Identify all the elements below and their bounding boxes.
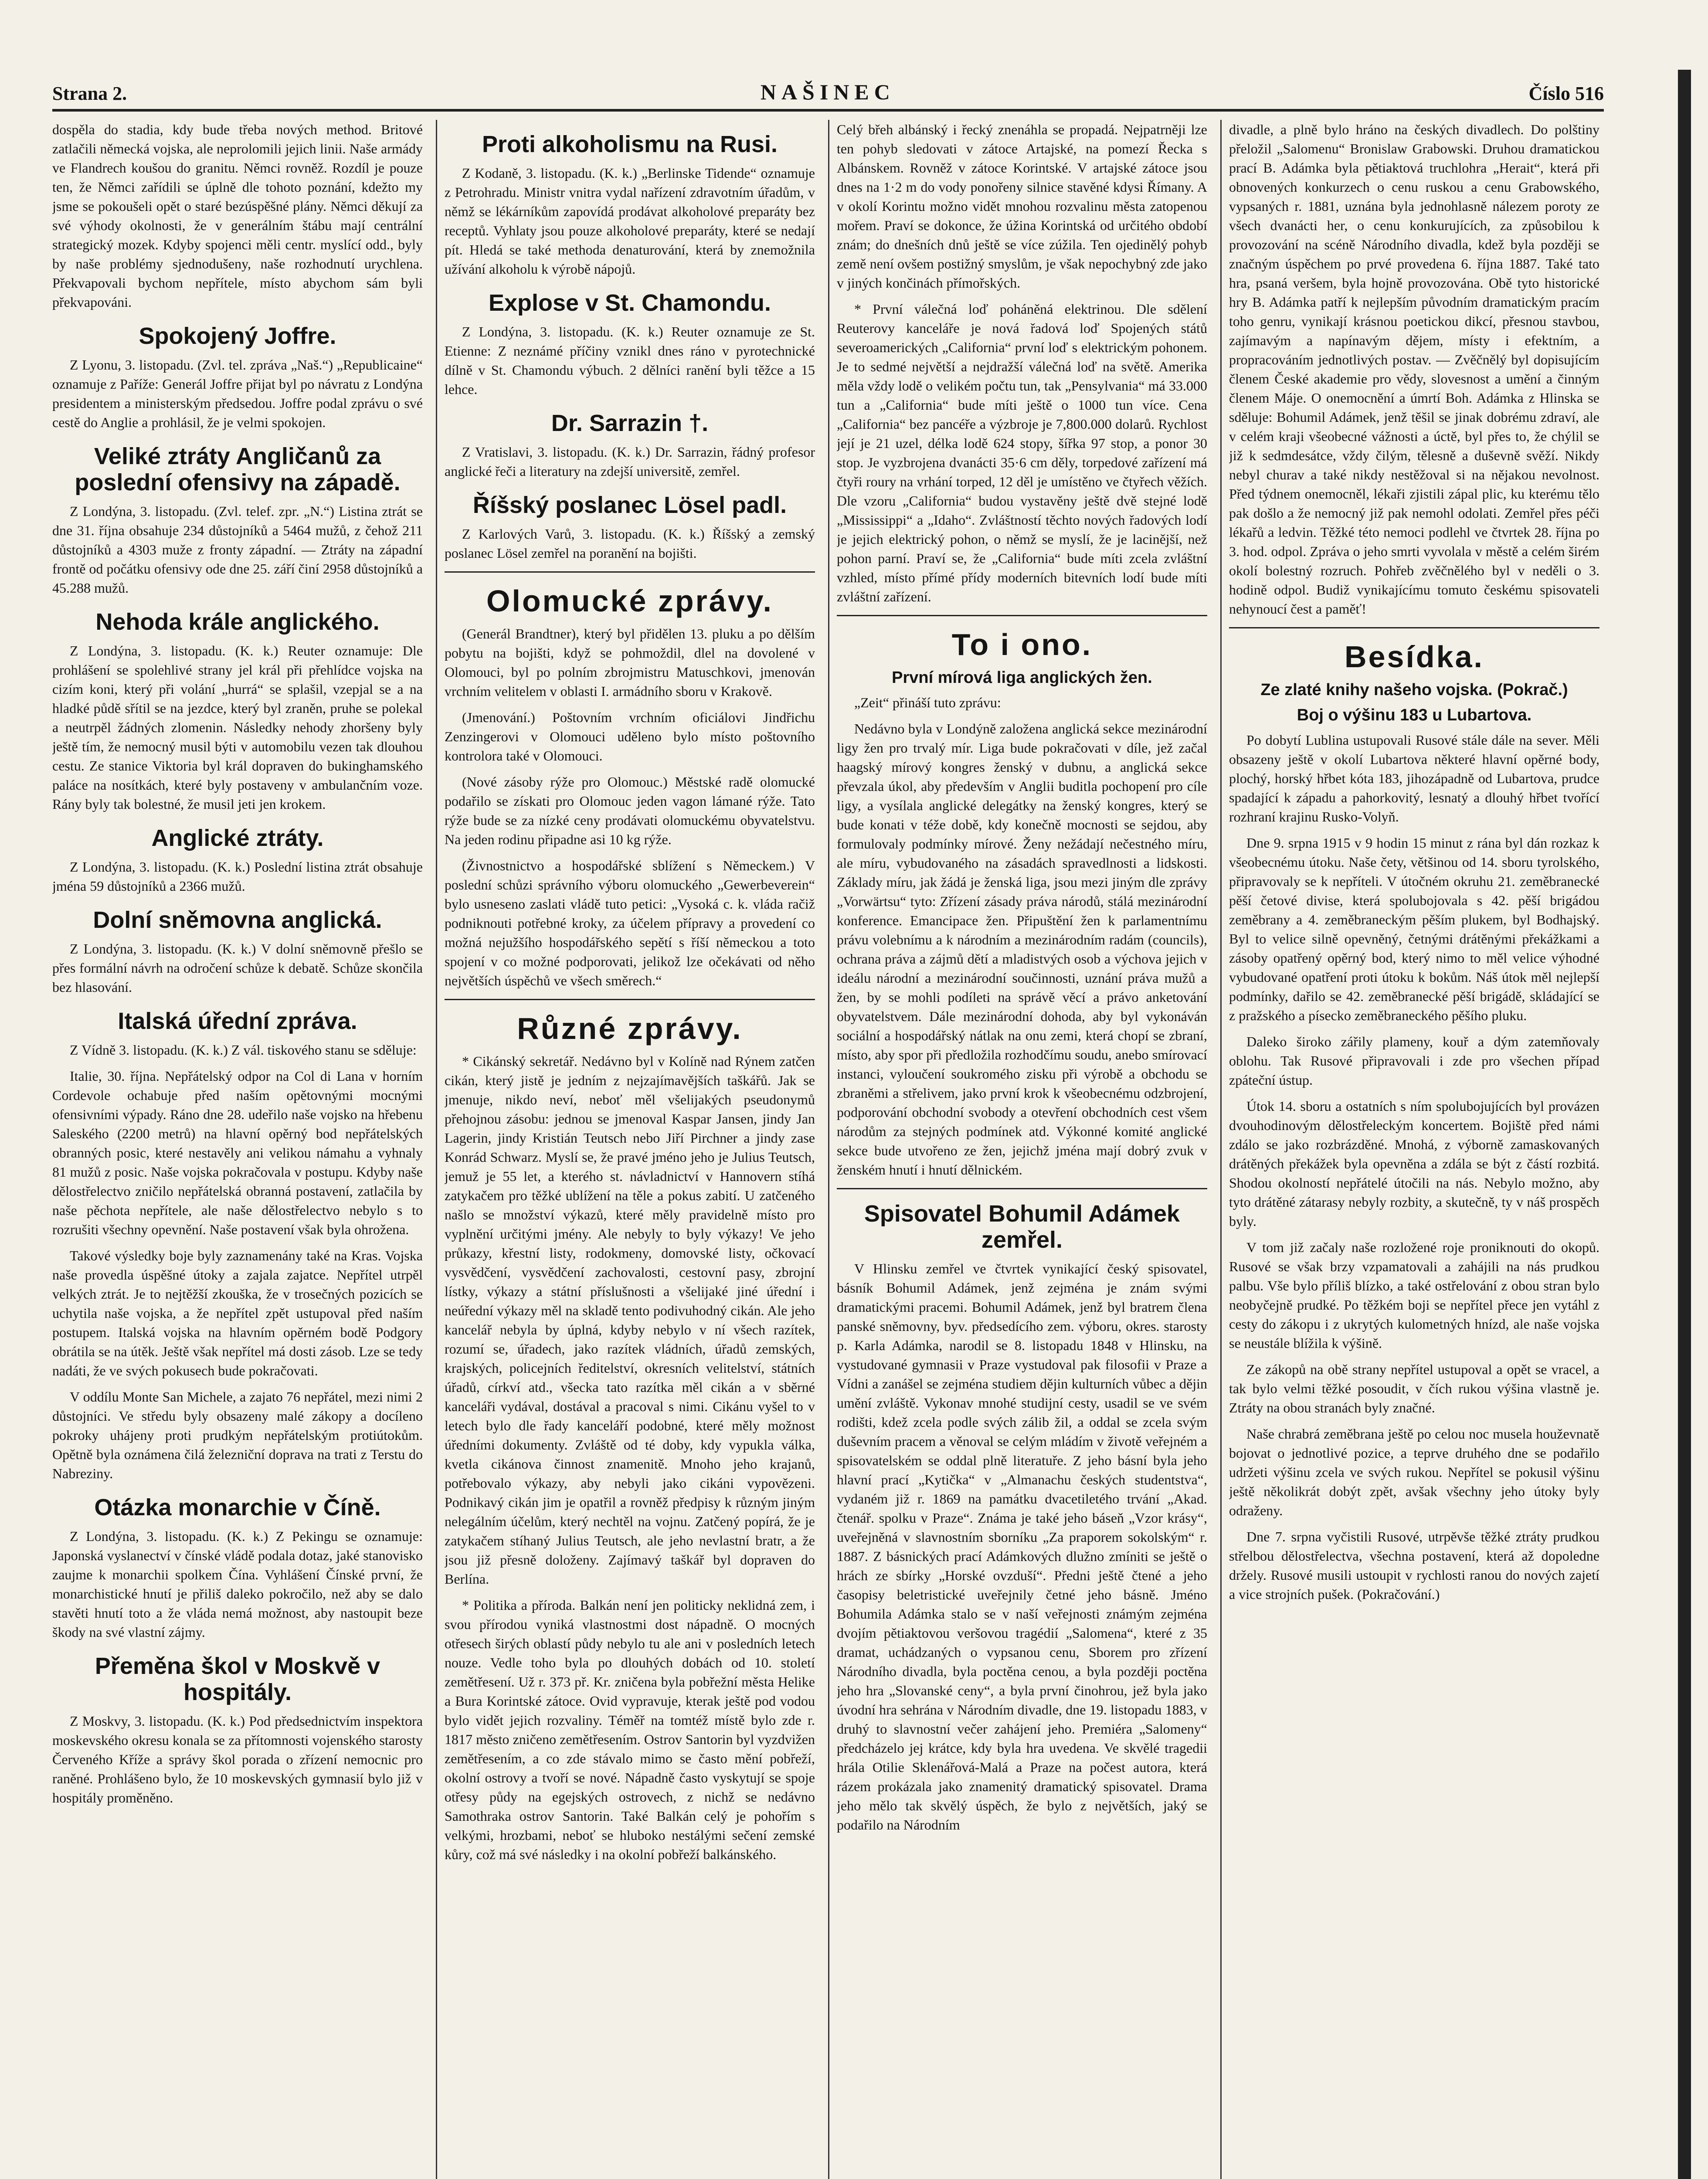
column-3	[837, 120, 1207, 2179]
article-headline: Veliké ztráty Angličanů za poslední ofensivy na západě.	[75, 443, 401, 496]
article-headline: To i ono.	[951, 628, 1093, 662]
article-paragraph: V oddílu Monte San Michele, a zajato 76 nepřátel, mezi nimi 2 důstojníci. Ve středu byly obsazeny malé zákopy a docíleno pokroky uhájeny proti prudkým nepřátelským protiútokům. Opětně byla oznámena čilá železniční doprava na trati z Terstu do Nabreziny.	[52, 1389, 423, 1481]
article-paragraph: Z Londýna, 3. listopadu. (K. k.) Reuter oznamuje ze St. Etienne: Z neznámé příčiny vznikl dnes ráno v pyrotechnické dílně v St. Chamondu výbuch. 2 dělníci ranění byli těžce a 15 lehce.	[445, 324, 815, 397]
article-paragraph: Ze zákopů na obě strany nepřítel ustupoval a opět se vracel, a tak bylo velmi těžké posoudit, v čích rukou výšina vlastně je. Ztráty na obou stranách byly značné.	[1229, 1361, 1599, 1415]
article-paragraph: Z Lyonu, 3. listopadu. (Zvl. tel. zpráva „Naš.“) „Republicaine“ oznamuje z Paříže: Generál Joffre přijat byl po návratu z Londýna presidentem a ministerským předsedou. Joffre podal zprávu o své cestě do Anglie a prohlásil, že je velmi spokojen.	[52, 357, 423, 430]
article-paragraph: V Hlinsku zemřel ve čtvrtek vynikající český spisovatel, básník Bohumil Adámek, jenž zejména je znám svými dramatickými pracemi. Bohumil Adámek, jenž byl bratrem člena panské sněmovny, byv. předsedícího zem. výboru, okres. starosty p. Karla Adámka, narodil se 8. listopadu 1848 v Hlinsku, na vystudované gymnasii v Praze vystudoval pak filosofii v Praze a Vídni a zanášel se zejména studiem dějin kulturních vůbec a dějin umění zvláště. Vykonav mnohé studijní cesty, usadil se ve svém rodišti, kdež zcela podle svých zálib žil, a oddal se zcela svým duševním pracem a věnoval se celým mládím v životě veřejném a spisovatelském se oddal plně literatuře. Z jeho básní byla jeho hlavní prací „Kytička“ v „Almanachu českých studentstva“, vydaném již r. 1869 na památku dvacetiletého trvání „Akad. čtenář. spolku v Praze“. Známa je také jeho báseň „Vzor krásy“, uveřejněná v slavnostním sborníku „Za praporem sokolským“ r. 1887. Z básnických prací Adámkových dlužno zmíniti se ještě o hrách ze sbírky „Horské ovzduší“. Předni ještě čtené a jeho časopisy beletristické uveřejnily četné jeho básně. Jméno Bohumila Adámka stalo se v naší veřejnosti známým zejména dvojím pětiaktovou veršovou tragédií „Salomena“, které z 35 dramat, uchádzaných o vypsanou cenu, Sborem pro zřízení Národního divadla, byla poctěna cenou, a byla později poctěna jeho hra „Slovanské ceny“, a byla první činohrou, jež byla jako úvodní hra sehrána v Národním divadle, dne 19. listopadu 1883, v druhý to slavnostní večer zahájení jeho. Premiéra „Salomeny“ předcházelo jej krátce, kdy byla hra uvedena. Ve skvělé tragedii hrála Otilie Sklenářová-Malá a Praze na počest autora, která rázem prokázala jako znamenitý dramatický spisovatel. Drama jeho mělo tak skvělý úspěch, že bylo z největších, jaký se podařilo na Národním	[837, 1261, 1207, 1833]
article-paragraph: * Cikánský sekretář. Nedávno byl v Kolíně nad Rýnem zatčen cikán, který jistě je jedním z nejzajímavějších taškářů. Jak se jmenuje, nikdo neví, neboť měl všelijakých pseudonymů přehojnou zásobu: jednou se jmenoval Kaspar Jansen, jindy Jan Lagerin, jindy Kristián Teutsch nebo Jiří Pirchner a jindy zase Konrád Schwarz. Myslí se, že pravé jméno jeho je Julius Teutsch, jemuž je 55 let, a kterého st. návladnictví v Hannovern stíhá zatykačem pro těžké ublížení na těle a pokus zabití. U zatčeného našlo se množství výkazů, které měly pravidelně místo pro vyplnění určitými jmény. Ale nebyly to byly výkazy! Ve jeho průkazy, křestní listy, rodokmeny, domovské listy, očkovací vysvědčení, vysvědčení zachovalosti, cestovní pasy, zbrojní lístky, výkazy a státní příslušnosti a všelijaké jiné úřední i neúřední výkazy měl na skladě tento podivuhodný cikán. Ale jeho kancelář nebyla by úplná, kdyby nebylo v ní všech razítek, rozumí se, úřadech, jako razítek vládních, úřadů zemských, krajských, policejních ředitelství, okresních velitelství, státních úřadů, církví atd., všecka tato razítka měl cikán a v sběrné kanceláři vydával, dostával a pracoval s nimi. Cikánu vyšel to v letech bylo dle řady kanceláří podobné, které měly možnost úředními dokumenty. Zvláště od té doby, kdy vypukla válka, kvetla cikánova činnost znamenitě. Mnoho jeho krajanů, potřebovalo výkazy, aby nebyli jako cikáni vypovězeni. Podnikavý cikán jim je opatřil a rovněž předpisy k různým jiným nelegálním účelům, který nechtěl na vojnu. Zatčený popírá, že je zatykačem stíhaný Julius Teutsch, ale jeho nevlastní bratr, a že jsou již přesně doloženy. Zajímavý taškář byl dopraven do Berlína.	[445, 1053, 815, 1587]
article-headline: Otázka monarchie v Číně.	[94, 1494, 381, 1521]
article-paragraph: Dne 9. srpna 1915 v 9 hodin 15 minut z rána byl dán rozkaz k všeobecnému útoku. Naše čety, většinou od 14. sboru tyrolského, připravovaly se k nepříteli. V útočném okruhu 21. zeměbranecké pěší četové divise, která spolubojovala s 42. pěší brigádou zeměbrany a 4. zeměbraneckým pěším plukem, byl Bodhajský. Byl to velice silně opevněný, četnými drátěnými překážkami a zásoby opatřený opěrný bod, který nimo to měl velice výhodné vybudované opatření proti útoku k bokům. Náš útok měl nejlepší podmínky, dařilo se 42. zeměbranecké pěší brigádě, skládající se z pražského a písecko zeměbraneckého pěšího pluku.	[1229, 835, 1599, 1023]
article-paragraph: (Nové zásoby rýže pro Olomouc.) Městské radě olomucké podařilo se získati pro Olomouc jeden vagon lámané rýže. Tato rýže bude se za nízké ceny prodávati olomuckému obyvatelstvu. Na jeden rodinu připadne asi 10 kg rýže.	[445, 774, 815, 847]
column-1	[52, 120, 423, 2179]
article-paragraph: * První válečná loď poháněná elektrinou. Dle sdělení Reuterovy kanceláře je nová řadová loď Spojených států severoamerických „California“ první loď s elektrickým pohonem. Je to sedmé největší a nejdražší válečná loď na světě. Amerika měla vždy lodě o velikém počtu tun, tak „Pensylvania“ má 33.000 tun a „California“ bude míti ještě o 1000 tun více. Cena „California“ bez pancéře a výzbroje je 7,800.000 dolarů. Rychlost její je 21 uzel, délka lodě 624 stopy, šířka 97 stop, a ponor 30 stop. Je vyzbrojena dvanácti 35·6 cm děly, torpedové zařízení má čtyři roury na vrhání torped, 12 děl je umístěno ve čtyřech věžích. Dle vzoru „California“ budou vystavěny ještě dvě stejné lodě „Mississippi“ a „Idaho“. Zvláštností těchto nových řadových lodí je jejich elektrický pohon, o němž se myslí, že je lacinější, než pohon parní. Praví se, že „California“ bude míti zcela zvláštní vzhled, místo přímé přídy moderních bitevních lodí bude míti zvláštní zařízení.	[837, 301, 1207, 604]
article-headline: Explose v St. Chamondu.	[488, 290, 771, 316]
article-paragraph: Z Londýna, 3. listopadu. (Zvl. telef. zpr. „N.“) Listina ztrát se dne 31. října obsahuje 234 důstojníků a 5464 mužů, z čehož 211 důstojníků a 4303 muže z fronty západní. — Ztráty na západní frontě od počátku ofensivy ode dne 25. září činí 2958 důstojníků a 45.288 mužů.	[52, 503, 423, 596]
article-paragraph: Po dobytí Lublina ustupovali Rusové stále dále na sever. Měli obsazeny ještě v okolí Lubartova některé hlavní opěrné body, plochý, horský hřbet kóta 183, jihozápadně od Lubartova, prudce spadající k západu a pahorkovitý, lesnatý a dlouhý hřbet tvořící rozhraní krajinu Rusko-Volyň.	[1229, 732, 1599, 825]
article-subheadline: První mírová liga anglických žen.	[892, 669, 1152, 687]
article-headline: Spisovatel Bohumil Adámek zemřel.	[864, 1201, 1180, 1253]
masthead-rule	[52, 109, 1604, 112]
article-subheadline: Ze zlaté knihy našeho vojska. (Pokrač.)	[1260, 681, 1568, 699]
article-paragraph: Celý břeh albánský i řecký znenáhla se propadá. Nejpatrněji lze ten pohyb sledovati v zátoce Artajské, na pomezí Řecka s Albánskem. Rovněž v zátoce Korintské. V artajské zátoce jsou dnes na 1·2 m do vody ponořeny silnice stavěné kdysi Římany. A v okolí Korintu možno vidět mnohou rozvalinu města zatopenou mořem. Praví se dokonce, že úžina Korintská od určitého období znám; do dnešních dnů ještě se více zúžila. Ten ojedinělý pohyb země není ovšem postižný smyslům, je však nepochybný zde jako v jiných končinách přímořských.	[837, 122, 1207, 291]
article-headline: Dolní sněmovna anglická.	[93, 907, 382, 933]
article-headline: Nehoda krále anglického.	[95, 609, 380, 635]
section-rule	[1229, 627, 1599, 628]
section-rule	[445, 999, 815, 1000]
article-paragraph: Z Londýna, 3. listopadu. (K. k.) Poslední listina ztrát obsahuje jména 59 důstojníků a 2366 mužů.	[52, 859, 423, 894]
article-paragraph: Z Vratislavi, 3. listopadu. (K. k.) Dr. Sarrazin, řádný profesor anglické řeči a literatury na zdejší universitě, zemřel.	[445, 444, 815, 479]
article-paragraph: Z Moskvy, 3. listopadu. (K. k.) Pod předsednictvím inspektora moskevského okresu konala se za přítomnosti vojenského starosty Červeného Kříže a správy škol porada o zřízení nemocnic pro raněné. Prohlášeno bylo, že 10 moskevských gymnasií bylo již v hospitály proměněno.	[52, 1713, 423, 1806]
article-headline: Dr. Sarrazin †.	[551, 410, 709, 436]
article-headline: Italská úřední zpráva.	[118, 1008, 357, 1034]
article-paragraph: Z Londýna, 3. listopadu. (K. k.) V dolní sněmovně přešlo se přes formální návrh na odročení schůze k debatě. Schůze skončila bez hlasování.	[52, 941, 423, 995]
article-headline: Anglické ztráty.	[151, 825, 324, 851]
page-label: Strana 2.	[52, 83, 127, 104]
article-paragraph: Daleko široko zářily plameny, kouř a dým zatemňovaly oblohu. Tak Rusové připravovali i zde pro všechen případ zpáteční ústup.	[1229, 1034, 1599, 1088]
section-rule	[445, 571, 815, 573]
article-paragraph: Naše chrabrá zeměbrana ještě po celou noc musela houževnatě bojovat o jednotlivé pozice, a teprve druhého dne se podařilo udržeti výšinu zcela ve svých rukou. Nepřítel se pokusil výšinu ještě několikrát dobýt zpět, avšak všechny jeho útoky byly odraženy.	[1229, 1426, 1599, 1518]
article-paragraph: Z Vídně 3. listopadu. (K. k.) Z vál. tiskového stanu se sděluje:	[70, 1042, 417, 1058]
column-divider	[1220, 120, 1222, 2179]
article-headline: Besídka.	[1345, 640, 1484, 674]
article-subtitle: Boj o výšinu 183 u Lubartova.	[1297, 706, 1532, 724]
article-paragraph: Takové výsledky boje byly zaznamenány také na Kras. Vojska naše provedla úspěšné útoky a zajala zajatce. Nepřítel utrpěl velkých ztrát. Je to nejtěžší zkouška, že v trosečných pozicích se uchytila naše vojska, a že nepřítel zpět ustupoval před naším postupem. Italská vojska na hlavním opěrném bodě Podgory obrátila se na útěk. Ještě však nepřítel má dosti zásob. Lze se tedy nadáti, že ve svých pokusech bude pokračovati.	[52, 1248, 423, 1378]
article-headline: Přeměna škol v Moskvě v hospitály.	[95, 1653, 380, 1705]
issue-label: Číslo 516	[1528, 83, 1604, 104]
column-4	[1229, 120, 1599, 2179]
article-paragraph: (Živnostnictvo a hospodářské sblížení s Německem.) V poslední schůzi správního výboru olomuckého „Gewerbeverein“ bylo usneseno zaslati vládě tuto petici: „Vysoká c. k. vláda račiž podniknouti potřebné kroky, za účelem přípravy a provedení co možná nejužšího hospodářského sepětí s říší německou a toto spojení v co možné podporovati, jelikož lze očekávati od něho největších úspěchů ve všech směrech.“	[445, 858, 815, 988]
article-paragraph: Z Kodaně, 3. listopadu. (K. k.) „Berlinske Tidende“ oznamuje z Petrohradu. Ministr vnitra vydal nařízení zdravotním úřadům, v němž se lékárníkům zapovídá prodávat alkoholové preparáty bez receptů. Vyhlaty jsou pouze alkoholové preparáty, které se nedají pít. Hledá se také methoda denaturování, která by znemožnila užívání alkoholu k výrobě nápojů.	[445, 165, 815, 277]
section-rule	[837, 1188, 1207, 1189]
page-edge-shadow	[1678, 70, 1691, 2179]
newspaper-title: NAŠINEC	[760, 80, 895, 104]
article-paragraph: Z Londýna, 3. listopadu. (K. k.) Z Pekingu se oznamuje: Japonská vyslanectví v čínské vládě podala dotaz, jaké stanovisko zaujme k monarchii spolkem Čína. Vyhlášení Čínské první, že monarchistické hnutí je přiliš daleko pokročilo, než aby se dalo stavěti hnutí toto a že vláda nemá možnost, aby nastoupit beze škody na své vlastní zájmy.	[52, 1528, 423, 1640]
article-paragraph: Nedávno byla v Londýně založena anglická sekce mezinárodní ligy žen pro trvalý mír. Liga bude pokračovati v díle, jež začal haagský mírový kongres ženský v dubnu, a anglická sekce převzala úkol, aby především v Anglii buditla pochopení pro cíle ligy, a vysílala anglické delegátky na ženský kongres, který se bude konati v téže době, kdy konečně mocnosti se sejdou, aby formulovaly podmínky mírové. Ženy nežádají nečestného míru, ale míru, vybudovaného na zásadách spravedlnosti a lidskosti. Základy míru, jak žádá je ženská liga, jsou mezi jiným dle zprávy „Vorwärtsu“ tyto: Zřízení zásady práva národů, stálá mezinárodní konference. Emancipace žen. Připuštění žen k parlamentnímu právu volebnímu a k národním a mezinárodním radám (councils), ochrana práva a zájmů dětí a mladistvých osob a výchova jejich v ideálu národní a mezinárodní součinnosti, uznání práva mužů a žen, by se mohli podíleti na správě věcí a právo anketování obyvatelstvem. Dále mezinárodní dohoda, aby byl vykonáván sociální a hospodářský nátlak na onu zemi, která chopí se zbraní, místo, aby spor při předložila rozhodčímu soudu, anebo smírovací instanci, vyloučení soukromého zisku při výrobě a obchodu se zbraněmi a střelivem, jako první krok k všeobecnému odzbrojení, podporování obchodní svobody a otevření obchodních cest všem národům za stejných podmínek atd. Výkonné komité anglické sekce bude utvořeno ze žen, jejichž jména mají dobrý zvuk v ženském hnutí i hnutí dělnickém.	[837, 721, 1207, 1178]
article-paragraph: dospěla do stadia, kdy bude třeba nových method. Britové zatlačili německá vojska, ale neprolomili jejich linii. Naše armády ve Flandrech koušou do granitu. Němci rovněž. Rozdíl je pouze ten, že Němci zařídili se úplně dle tohoto poznání, kdežto my jsme se pokoušeli opět o staré bezúspěšné plány. Němci děkují za své výhody okolnosti, že v generálním štábu mají centrální strategický mozek. Kdyby spojenci měli centr. myslící odd., byly by naše problémy sjednodušeny, naše rozhodnutí urychlena. Překvapovali bychom nepřítele, místo abychom sám byli překvapováni.	[52, 122, 423, 310]
columns	[52, 120, 1604, 2179]
article-paragraph: Italie, 30. října. Nepřátelský odpor na Col di Lana v horním Cordevole ochabuje před naším opětovnými mocnými ofensivními výpady. Ráno dne 28. udeřilo naše vojsko na hřebenu Saleského (2200 metrů) na hlavní opěrný bod nepřátelských obranných posic, které nestavěly ani velikou námahu a vyhnaly 81 mužů z posic. Naše vojska pokračovala v postupu. Kdyby naše dělostřelectvo zničilo nepřátelská obranná postavení, zatlačila by naše pěchota nepřítele, ale naše dělostřelectvo nebylo s to rozrušiti všechny opevnění. Naše postavení však byla ohrožena.	[52, 1068, 423, 1237]
column-divider	[436, 120, 437, 2179]
section-rule	[837, 615, 1207, 616]
article-headline: Olomucké zprávy.	[486, 584, 773, 618]
article-paragraph: „Zeit“ přináší tuto zprávu:	[854, 695, 1001, 710]
article-paragraph: Útok 14. sboru a ostatních s ním spolubojujících byl provázen dvouhodinovým dělostřeleckým koncertem. Bojiště před námi zdálo se jako rozbrázděné. Mnohá, z výborně zamaskovaných drátěných překážek byla opevněna a zdála se být z částí rozbitá. Shodou okolností nepřátelé útočili na nás. Nebylo možno, aby tyto drátěné zátarasy nebyly rozbity, a skutečně, ty v náš prospěch byly.	[1229, 1098, 1599, 1229]
column-divider	[828, 120, 829, 2179]
article-paragraph: divadle, a plně bylo hráno na českých divadlech. Do polštiny přeložil „Salomenu“ Bronislaw Grabowski. Druhou dramatickou prací B. Adámka byla pětiaktová truchlohra „Herait“, která při obnovených konkurzech o cenu ruskou a cenu Grabowského, vypsaných r. 1881, uznána byla jednohlasně nálezem poroty ze všech dvanácti her, o cenu konkurujících, za způsobilou k provozování na scéně Národního divadla, kdež byla později se značným úspěchem po prvé provedena 6. října 1887. Také tato hra, psaná veršem, byla hojně provozována. Obě tyto historické hry B. Adámka patří k nejlepším původním dramatickým pracím toho genru, vynikají krásnou poetickou dikcí, přesnou stavbou, zajímavým a napínavým dějem, místy i efektním, a propracováním jednotlivých postav. — Zvěčnělý byl dopisujícím členem České akademie pro vědy, slovesnost a umění a činným členem Máje. O onemocnění a úmrtí Boh. Adámka z Hlinska se sděluje: Bohumil Adámek, jenž těšil se jinak dobrému zdraví, ale v celém kraji všeobecné vážnosti a úctě, byl přes to, že chýlil se již k sedmdesátce, vždy čilým, tělesně a duševně svěží. Nikdy nebyl churav a také nikdy nestěžoval si na nějakou nevolnost. Před týdnem onemocněl, lékaři zjistili zápal plic, ku kterému tělo pak došlo a že nemocný již pak nemohl odolati. Zemřel přes péči lékařů a ledvin. Těžké této nemoci podlehl ve čtvrtek 28. října po 3. hod. odpol. Zpráva o jeho smrti vyvolala v městě a celém širém okolí bolestný rozruch. Pohřeb zvěčnělého byl v neděli o 3. hodině odpol. Budiž vynikajícímu tomuto českému spisovateli nehynoucí čest a paměť!	[1229, 122, 1599, 617]
article-headline: Říšský poslanec Lösel padl.	[472, 492, 787, 518]
article-paragraph: (Generál Brandtner), který byl přidělen 13. pluku a po dělším pobytu na bojišti, když se pohmoždil, dlel na dovolené v Olomouci, byl po polním zbrojmistru Matuschkovi, jmenován vrchním velitelem v oblasti I. armádního sboru v Krakově.	[445, 626, 815, 699]
masthead	[52, 74, 1604, 105]
article-headline: Různé zprávy.	[517, 1011, 743, 1045]
column-2	[445, 120, 815, 2179]
article-paragraph: Z Londýna, 3. listopadu. (K. k.) Reuter oznamuje: Dle prohlášení se spolehlivé strany jel král při přehlídce vojska na cizím koni, který při volání „hurrá“ se splašil, vzepjal se a na hladké půdě sřítil se na jezdce, který byl zraněn, pruhe se polekal a neutrpěl žádných zlomenin. Následky nehody zhoršeny byly ještě tím, že nemocný musil býti v automobilu vezen tak dlouhou cestu. Ze stanice Viktoria byl král dopraven do bukinghamského paláce na nosítkách, které byly postaveny v ambulančním voze. Rány byly tak bolestné, že musil jeti jen krokem.	[52, 643, 423, 812]
article-headline: Proti alkoholismu na Rusi.	[482, 131, 778, 157]
article-headline: Spokojený Joffre.	[139, 323, 336, 349]
article-paragraph: Z Karlových Varů, 3. listopadu. (K. k.) Říšský a zemský poslanec Lösel zemřel na poranění na bojišti.	[445, 526, 815, 561]
article-paragraph: * Politika a příroda. Balkán není jen politicky neklidná zem, i svou přírodou vyniká vlastnostmi dost nápadně. O mocných otřesech širých oblastí půdy nebylo tu ale ani v posledních letech nouze. Vedle toho byla po dlouhých dobách od 10. století zemětřesení. Už r. 373 př. Kr. zničena byla pobřežní města Helike a Bura Korintské zátoce. Ovid vypravuje, kterak ještě pod vodou bylo vidět jejich rozvaliny. Téměř na tomtéž místě bylo zde r. 1817 město zničeno zemětřesením. Ostrov Santorin byl vyzdvižen zemětřesením, a co zde stávalo mimo se často mění pobřeží, okolní ostrovy a tvoří se nové. Nápadně často vyskytují se spoje otřesy půdy na egejských ostrovech, z nichž se nedávno Samothraka ostrov Santorin. Také Balkán celý je pohořím s velkými, hrozbami, neboť se hluboko nestálými sečení zemské kůry, což má své následky i na okolní pobřeží balkánského.	[445, 1597, 815, 1862]
article-paragraph: V tom již začaly naše rozložené roje proniknouti do okopů. Rusové se však brzy vzpamatovali a zahájili na nás prudkou palbu. Vše bylo příliš blízko, a také ostřelování z obou stran bylo neobyčejně prudké. Po těžkém boji se nepřítel přece jen vytáhl z cesty do zákopu i z ukrytých kulometných hnízd, ale naše vojska se neustále blížila k výšině.	[1229, 1239, 1599, 1351]
article-paragraph: Dne 7. srpna vyčistili Rusové, utrpěvše těžké ztráty prudkou střelbou dělostřelectva, všechna postavení, která až dopoledne držely. Rusové musili ustoupit v rychlosti ranou do nových zajetí a vice strojních pušek. (Pokračování.)	[1229, 1529, 1599, 1602]
article-paragraph: (Jmenování.) Poštovním vrchním oficiálovi Jindřichu Zenzingerovi v Olomouci uděleno bylo místo poštovního kontrolora také v Olomouci.	[445, 709, 815, 764]
